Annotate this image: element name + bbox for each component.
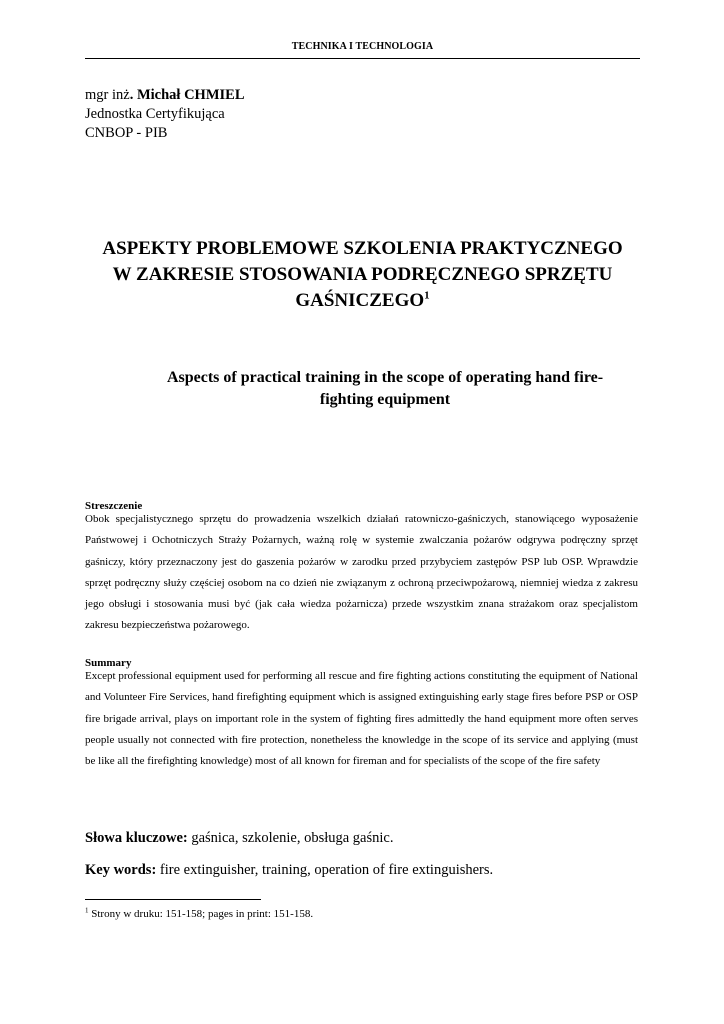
footnote-divider: [85, 899, 261, 900]
keywords-en-text: fire extinguisher, training, operation of fire extinguishers.: [156, 862, 494, 878]
author-unit: Jednostka Certyfikująca: [85, 106, 225, 122]
running-header: TECHNIKA I TECHNOLOGIA: [291, 41, 434, 52]
title-pl-line-3-text: GAŚNICZEGO: [295, 290, 425, 311]
footnote-marker: 1: [85, 906, 89, 915]
title-pl-line-2: W ZAKRESIE STOSOWANIA PODRĘCZNEGO SPRZĘTU: [112, 264, 613, 285]
author-block: [85, 86, 245, 143]
author-name: . Michał CHMIEL: [129, 87, 245, 103]
keywords-pl-text: gaśnica, szkolenie, obsługa gaśnic.: [187, 830, 394, 846]
paper-title-polish: [85, 236, 640, 314]
paper-title-english: [140, 367, 630, 411]
abstract-pl-text: Obok specjalistycznego sprzętu do prowadzenia wszelkich działań ratowniczo-gaśniczych, stanowiącego wyposażenie Państwowej i Ochotniczych Straży Pożarnych, ważną rolę w systemie zwalczania pożarów odgrywa podręczny sprzęt gaśniczy, który przeznaczony jest do gaszenia pożarów w zarodku przed przybyciem zastępów PSP lub OSP. Wprawdzie sprzęt podręczny służy częściej osobom na co dzień nie związanym z ochroną przeciwpożarową, niemniej wiedza z zakresu jego obsługi i stosowania musi być (jak cała wiedza pożarnicza) przede wszystkim znana strażakom oraz specjalistom zakresu bezpieczeństwa pożarowego.: [85, 513, 638, 632]
abstract-polish: [85, 500, 638, 637]
keywords-pl-label: Słowa kluczowe:: [85, 830, 188, 846]
footnote: [85, 907, 313, 921]
footnote-text: Strony w druku: 151-158; pages in print: 151-158.: [88, 908, 314, 920]
title-pl-line-1: ASPEKTY PROBLEMOWE SZKOLENIA PRAKTYCZNEGO: [102, 238, 623, 259]
abstract-english: [85, 657, 638, 772]
abstract-pl-heading: Streszczenie: [85, 500, 143, 512]
keywords-en-label: Key words:: [85, 862, 157, 878]
title-footnote-marker: 1: [424, 289, 430, 302]
keywords-polish: [85, 829, 393, 847]
abstract-en-text: Except professional equipment used for performing all rescue and fire fighting actions constituting the equipment of National and Volunteer Fire Services, hand firefighting equipment which is assigned extinguishing early stage fires before PSP or OSP fire brigade arrival, plays on important role in the system of fighting fires admittedly the hand equipment more often serves people usually not connected with fire protection, nonetheless the knowledge in the scope of its service and applying (must be like all the firefighting knowledge) most of all known for fireman and for specialists of the scope of the fire safety: [85, 670, 638, 768]
author-prefix: mgr inż: [85, 87, 130, 103]
title-pl-line-3: [85, 288, 640, 314]
abstract-en-heading: Summary: [85, 657, 132, 669]
title-en-line-1: Aspects of practical training in the scope of operating hand fire-: [166, 369, 604, 386]
title-en-line-2: fighting equipment: [319, 391, 451, 408]
author-line: [85, 86, 245, 105]
keywords-english: [85, 861, 493, 879]
header-divider: [85, 58, 640, 59]
author-institution: CNBOP - PIB: [85, 125, 168, 141]
